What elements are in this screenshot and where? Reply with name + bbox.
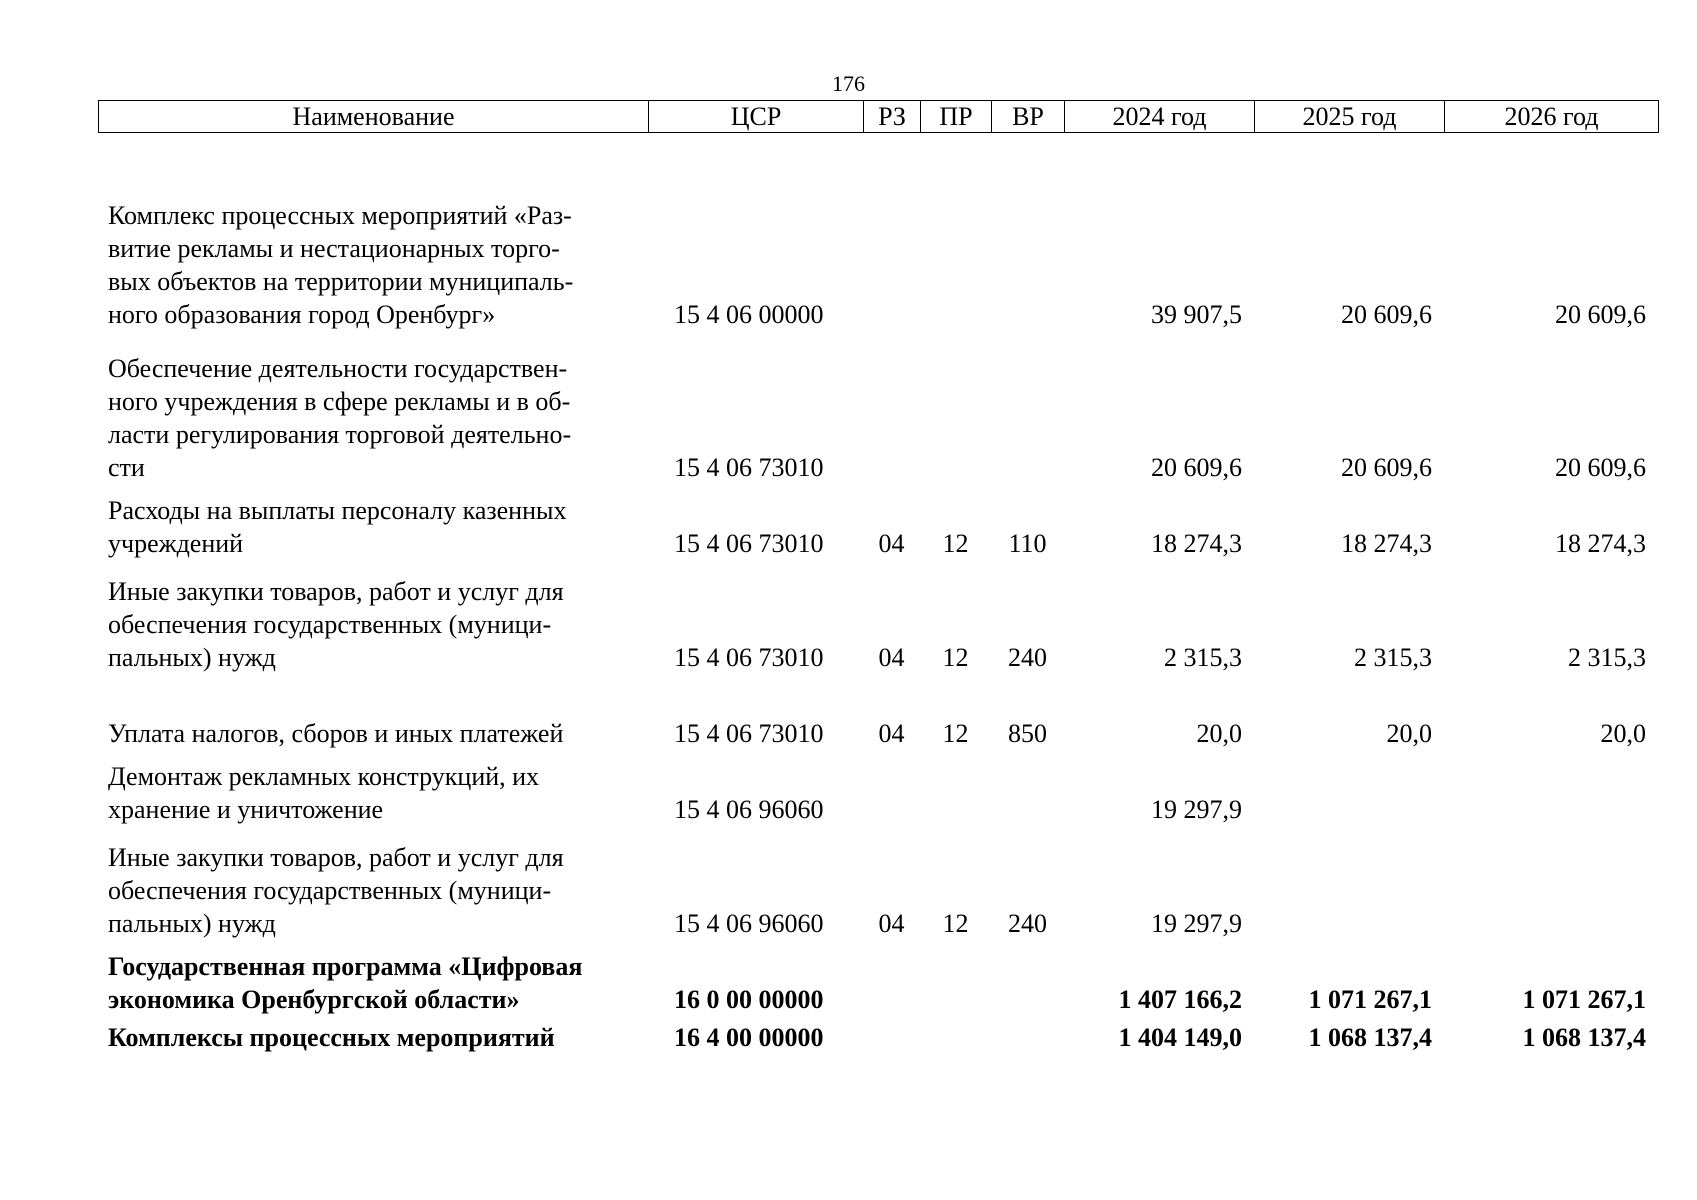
- row-pr: 12: [942, 529, 969, 558]
- row-csr: 15 4 06 96060: [674, 795, 824, 824]
- row-vr: 850: [1008, 719, 1047, 748]
- header-2024: 2024 год: [1065, 101, 1255, 133]
- row-pr: 12: [942, 719, 969, 748]
- row-2026: 20,0: [1600, 719, 1646, 748]
- row-pr: 12: [942, 909, 969, 938]
- row-2025: 20 609,6: [1341, 453, 1432, 482]
- header-csr: ЦСР: [649, 101, 864, 133]
- row-rz: [863, 940, 920, 1016]
- header-pr: ПР: [921, 101, 992, 133]
- row-csr: 15 4 06 73010: [674, 719, 824, 748]
- table-row: [98, 940, 1658, 1016]
- row-2024: 20,0: [1196, 719, 1242, 748]
- row-pr: [920, 1016, 991, 1054]
- table-row: [98, 674, 1658, 750]
- row-rz: [863, 1016, 920, 1054]
- row-vr: [991, 750, 1064, 826]
- budget-table: [98, 178, 1658, 1054]
- row-name: Расходы на выплаты персоналу казенных учреждений: [108, 496, 567, 558]
- row-2024: 20 609,6: [1151, 453, 1242, 482]
- row-2024: 18 274,3: [1151, 529, 1242, 558]
- row-csr: 15 4 06 73010: [674, 643, 824, 672]
- row-rz: [863, 178, 920, 331]
- row-2026: 1 071 267,1: [1522, 985, 1646, 1014]
- row-2025: 2 315,3: [1354, 643, 1432, 672]
- row-2024: 1 404 149,0: [1118, 1023, 1242, 1052]
- row-name: Демонтаж рекламных конструкций, их хранение и уничтожение: [108, 762, 540, 824]
- page-number: 176: [832, 71, 865, 96]
- header-2025: 2025 год: [1255, 101, 1445, 133]
- row-vr: 110: [1008, 529, 1047, 558]
- row-rz: 04: [878, 529, 905, 558]
- row-vr: 240: [1008, 909, 1047, 938]
- table-row: [98, 178, 1658, 331]
- row-csr: 15 4 06 96060: [674, 909, 824, 938]
- header-rz: РЗ: [864, 101, 921, 133]
- table-row: [98, 750, 1658, 826]
- row-2026: 1 068 137,4: [1522, 1023, 1646, 1052]
- row-csr: 15 4 06 73010: [674, 453, 824, 482]
- row-2024: 1 407 166,2: [1118, 985, 1242, 1014]
- row-name: Уплата налогов, сборов и иных платежей: [108, 719, 564, 748]
- header-2026: 2026 год: [1445, 101, 1659, 133]
- table-row: [98, 1016, 1658, 1054]
- row-2025: 1 068 137,4: [1308, 1023, 1432, 1052]
- row-2026: 20 609,6: [1555, 300, 1646, 329]
- header-row: [99, 101, 1659, 133]
- table-header: [98, 100, 1659, 133]
- row-2025: [1254, 826, 1444, 940]
- row-2024: 2 315,3: [1164, 643, 1242, 672]
- row-rz: 04: [878, 643, 905, 672]
- row-2025: 20 609,6: [1341, 300, 1432, 329]
- row-2026: 2 315,3: [1568, 643, 1646, 672]
- row-name: Государственная программа «Цифровая экономика Оренбургской области»: [108, 952, 583, 1014]
- row-2026: 20 609,6: [1555, 453, 1646, 482]
- table-row: [98, 826, 1658, 940]
- row-name: Комплексы процессных мероприятий: [108, 1023, 555, 1052]
- row-pr: [920, 750, 991, 826]
- row-csr: 15 4 06 00000: [674, 300, 824, 329]
- row-rz: 04: [878, 909, 905, 938]
- row-2024: 39 907,5: [1151, 300, 1242, 329]
- table-row: [98, 331, 1658, 484]
- row-name: Обеспечение деятельности государствен- ного учреждения в сфере рекламы и в об- ласти регулирования торговой деятельно- сти: [108, 354, 572, 482]
- row-rz: [863, 331, 920, 484]
- row-2025: 1 071 267,1: [1308, 985, 1432, 1014]
- row-pr: 12: [942, 643, 969, 672]
- row-pr: [920, 940, 991, 1016]
- row-vr: [991, 178, 1064, 331]
- row-rz: [863, 750, 920, 826]
- row-pr: [920, 331, 991, 484]
- row-name: Иные закупки товаров, работ и услуг для обеспечения государственных (муници- пальных) нужд: [108, 843, 564, 938]
- row-vr: 240: [1008, 643, 1047, 672]
- header-vr: ВР: [992, 101, 1065, 133]
- row-2024: 19 297,9: [1151, 795, 1242, 824]
- row-vr: [991, 331, 1064, 484]
- row-csr: 15 4 06 73010: [674, 529, 824, 558]
- row-2026: 18 274,3: [1555, 529, 1646, 558]
- row-csr: 16 4 00 00000: [674, 1023, 824, 1052]
- row-vr: [991, 940, 1064, 1016]
- header-name: Наименование: [99, 101, 649, 133]
- row-rz: 04: [878, 719, 905, 748]
- row-2025: 20,0: [1386, 719, 1432, 748]
- row-pr: [920, 178, 991, 331]
- row-2026: [1444, 826, 1658, 940]
- row-2026: [1444, 750, 1658, 826]
- row-2024: 19 297,9: [1151, 909, 1242, 938]
- row-2025: 18 274,3: [1341, 529, 1432, 558]
- row-csr: 16 0 00 00000: [674, 985, 824, 1014]
- row-name: Комплекс процессных мероприятий «Раз- витие рекламы и нестационарных торго- вых объектов на территории муниципаль- ного образования город Оренбург»: [108, 201, 574, 329]
- table-row: [98, 560, 1658, 674]
- row-2025: [1254, 750, 1444, 826]
- table-row: [98, 484, 1658, 560]
- row-vr: [991, 1016, 1064, 1054]
- row-name: Иные закупки товаров, работ и услуг для обеспечения государственных (муници- пальных) нужд: [108, 577, 564, 672]
